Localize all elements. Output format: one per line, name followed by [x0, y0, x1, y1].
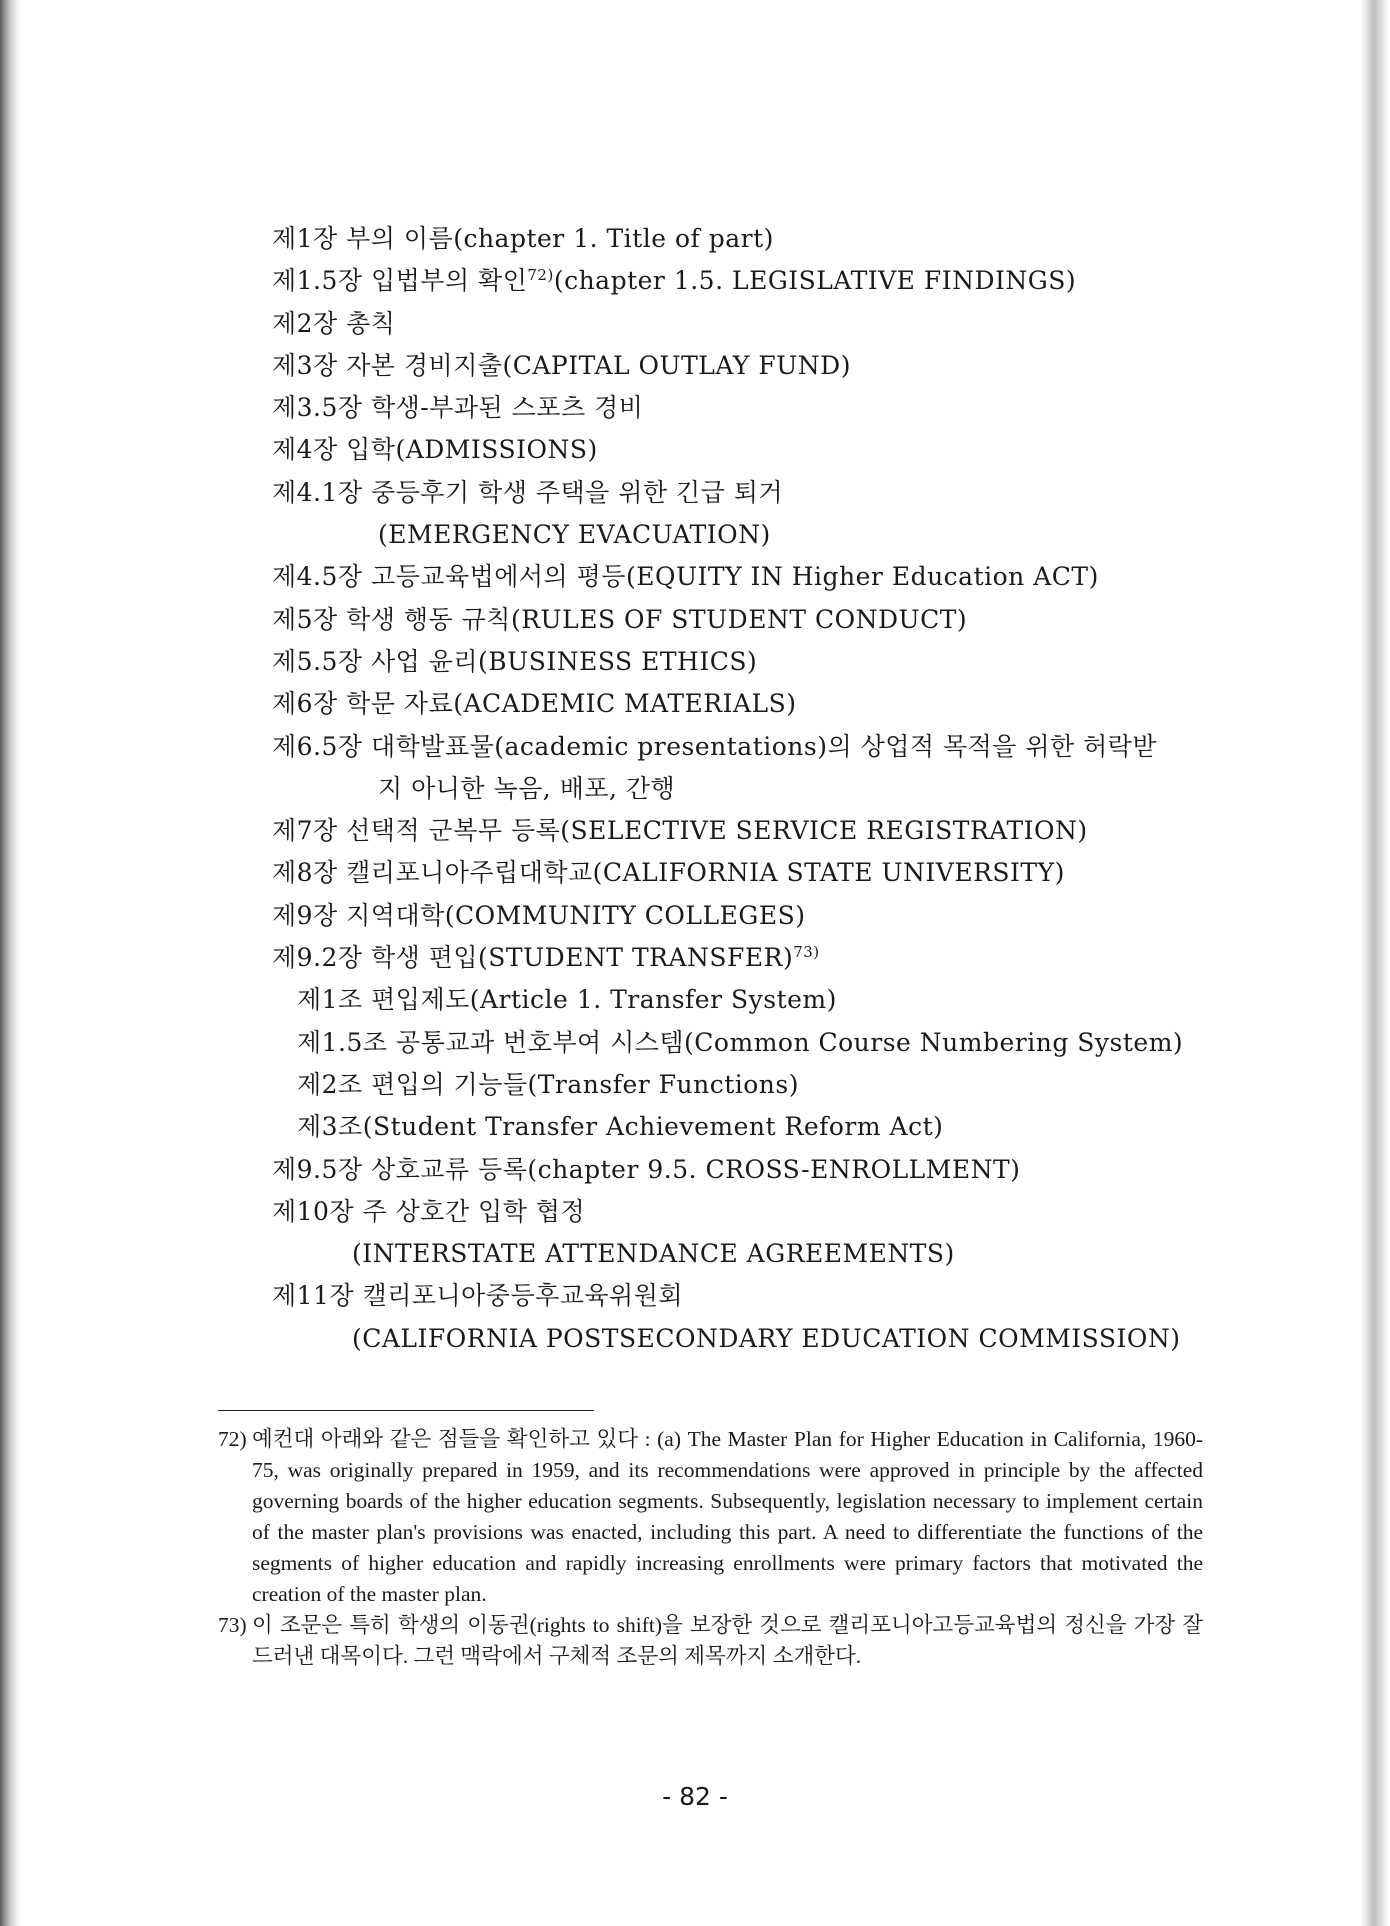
footnote-ref-72: 72): [527, 266, 554, 285]
toc-entry-chapter-11-continued: (CALIFORNIA POSTSECONDARY EDUCATION COMMISSION): [352, 1323, 1181, 1353]
toc-entry-chapter-4-1-continued: (EMERGENCY EVACUATION): [378, 520, 771, 550]
page-edge-right: [1360, 0, 1390, 1926]
page-edge-left: [0, 0, 22, 1926]
footnote-text: 예컨대 아래와 같은 점들을 확인하고 있다 : (a) The Master Plan for Higher Education in California, 1960-75, was originally prepared in 1959, and its recommendations were approved in principle by the affected governing boards of the higher education segments. Subsequently, legislation necessary to implement certain of the master plan's provisions was enacted, including this part. A need to differentiate the functions of the segments of higher education and rapidly increasing enrollments were primary factors that motivated the creation of the master plan.: [252, 1427, 1203, 1606]
toc-entry-chapter-4: 제4장 입학(ADMISSIONS): [272, 435, 598, 465]
toc-entry-chapter-10-continued: (INTERSTATE ATTENDANCE AGREEMENTS): [352, 1239, 955, 1269]
toc-entry-article-1: 제1조 편입제도(Article 1. Transfer System): [297, 985, 837, 1015]
page-number: - 82 -: [662, 1782, 728, 1811]
toc-entry-chapter-1: 제1장 부의 이름(chapter 1. Title of part): [272, 224, 774, 253]
footnote-number: 72): [218, 1427, 247, 1451]
toc-entry-chapter-9-2: 제9.2장 학생 편입(STUDENT TRANSFER)$^{73)}$: [272, 943, 820, 973]
footnote-ref-73: 73): [793, 943, 820, 962]
toc-entry-chapter-4-5: 제4.5장 고등교육법에서의 평등(EQUITY IN Higher Education ACT): [272, 562, 1099, 592]
toc-entry-chapter-3: 제3장 자본 경비지출(CAPITAL OUTLAY FUND): [272, 350, 851, 380]
footnote-73: [218, 1610, 1203, 1672]
table-of-contents: [272, 218, 1272, 1360]
toc-entry-article-1-5: 제1.5조 공통교과 번호부여 시스템(Common Course Numbering System): [297, 1027, 1184, 1057]
toc-entry-chapter-9: 제9장 지역대학(COMMUNITY COLLEGES): [272, 900, 806, 930]
toc-entry-chapter-2: 제2장 총칙: [272, 308, 396, 338]
toc-entry-chapter-7: 제7장 선택적 군복무 등록(SELECTIVE SERVICE REGISTRATION): [272, 816, 1088, 846]
toc-entry-chapter-4-1: 제4.1장 중등후기 학생 주택을 위한 긴급 퇴거: [272, 477, 783, 507]
toc-entry-chapter-11: 제11장 캘리포니아중등후교육위원회: [272, 1281, 684, 1311]
toc-entry-chapter-3-5: 제3.5장 학생-부과된 스포츠 경비: [272, 393, 644, 423]
footnote-number: 73): [218, 1613, 247, 1637]
toc-entry-chapter-5-5: 제5.5장 사업 윤리(BUSINESS ETHICS): [272, 646, 758, 676]
footnote-separator: [218, 1410, 594, 1411]
toc-entry-article-3: 제3조(Student Transfer Achievement Reform Act): [297, 1112, 944, 1142]
toc-entry-chapter-9-5: 제9.5장 상호교류 등록(chapter 9.5. CROSS-ENROLLMENT): [272, 1154, 1021, 1184]
toc-entry-article-2: 제2조 편입의 기능들(Transfer Functions): [297, 1069, 799, 1099]
footnote-72: [218, 1424, 1203, 1610]
footnotes: [218, 1424, 1203, 1672]
footnote-text: 이 조문은 특히 학생의 이동권(rights to shift)을 보장한 것으로 캘리포니아고등교육법의 정신을 가장 잘 드러낸 대목이다. 그런 맥락에서 구체적 조문의 제목까지 소개한다.: [252, 1613, 1203, 1668]
toc-entry-chapter-8: 제8장 캘리포니아주립대학교(CALIFORNIA STATE UNIVERSITY): [272, 858, 1065, 888]
toc-entry-chapter-1-5: 제1.5장 입법부의 확인$^{72)}$(chapter 1.5. LEGISLATIVE FINDINGS): [272, 266, 1077, 296]
toc-entry-chapter-10: 제10장 주 상호간 입학 협정: [272, 1196, 586, 1226]
toc-entry-chapter-6-5: 제6.5장 대학발표물(academic presentations)의 상업적 목적을 위한 허락받: [272, 731, 1158, 761]
toc-entry-chapter-6-5-continued: 지 아니한 녹음, 배포, 간행: [378, 773, 676, 803]
toc-entry-chapter-5: 제5장 학생 행동 규칙(RULES OF STUDENT CONDUCT): [272, 604, 968, 634]
toc-entry-chapter-6: 제6장 학문 자료(ACADEMIC MATERIALS): [272, 689, 797, 719]
